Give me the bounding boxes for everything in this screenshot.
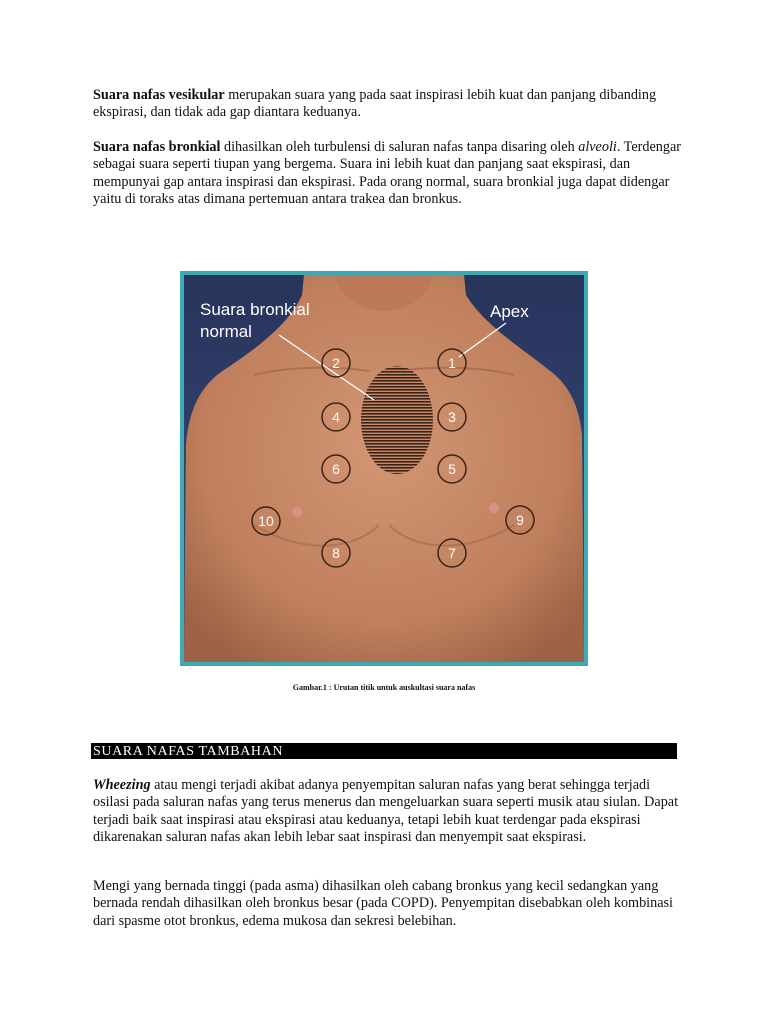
svg-text:1: 1 bbox=[448, 355, 456, 371]
paragraph-bronchial bbox=[93, 139, 683, 209]
paragraph-mengi bbox=[93, 878, 683, 930]
term-alveoli: alveoli bbox=[578, 139, 617, 155]
svg-text:4: 4 bbox=[332, 409, 340, 425]
bronchial-text-a: dihasilkan oleh turbulensi di saluran nafas tanpa disaring oleh bbox=[220, 139, 579, 155]
term-vesicular: Suara nafas vesikular bbox=[93, 87, 225, 103]
svg-text:5: 5 bbox=[448, 461, 456, 477]
vesicular-text: merupakan suara yang pada saat inspirasi lebih kuat dan panjang dibanding ekspirasi, dan tidak ada gap diantara keduanya. bbox=[93, 87, 657, 121]
svg-text:7: 7 bbox=[448, 545, 456, 561]
svg-text:3: 3 bbox=[448, 409, 456, 425]
paragraph-wheezing bbox=[93, 777, 683, 847]
figure-caption: Gambar.1 : Urutan titik untuk auskultasi suara nafas bbox=[292, 683, 476, 692]
svg-text:10: 10 bbox=[258, 513, 274, 529]
bronchial-label-line1: Suara bronkial bbox=[200, 300, 310, 319]
term-bronchial: Suara nafas bronkial bbox=[93, 139, 221, 155]
svg-text:6: 6 bbox=[332, 461, 340, 477]
left-nipple bbox=[292, 507, 302, 517]
svg-text:2: 2 bbox=[332, 355, 340, 371]
wheezing-text: atau mengi terjadi akibat adanya penyempitan saluran nafas yang berat sehingga terjadi osilasi pada saluran nafas yang terus menerus dan mengeluarkan suara seperti musik atau siulan. Dapat terjadi baik saat inspirasi atau ekspirasi atau keduanya, tetapi lebih kuat terdengar pada ekspirasi dikarenakan saluran nafas akan lebih lebar saat inspirasi dan menyempit saat ekspirasi. bbox=[93, 777, 679, 846]
apex-label: Apex bbox=[490, 302, 529, 321]
svg-text:9: 9 bbox=[516, 512, 524, 528]
paragraph-vesicular bbox=[93, 87, 683, 122]
bronchial-label-line2: normal bbox=[200, 322, 252, 341]
section-heading: SUARA NAFAS TAMBAHAN bbox=[91, 743, 677, 759]
mengi-text: Mengi yang bernada tinggi (pada asma) dihasilkan oleh cabang bronkus yang kecil sedangkan yang bernada rendah dihasilkan oleh bronkus besar (pada COPD). Penyempitan disebabkan oleh kombinasi dari spasme otot bronkus, edema mukosa dan sekresi belebihan. bbox=[93, 878, 673, 929]
svg-text:8: 8 bbox=[332, 545, 340, 561]
bronchial-text-b: . Terdengar sebagai suara seperti tiupan yang bergema. Suara ini lebih kuat dan panjang saat ekspirasi, dan mempunyai gap antara inspirasi dan ekspirasi. Pada orang normal, suara bronkial juga dapat didengar yaitu di toraks atas dimana pertemuan antara trakea dan bronkus. bbox=[93, 139, 681, 208]
term-wheezing: Wheezing bbox=[93, 777, 151, 793]
chest-auscultation-figure bbox=[180, 271, 588, 666]
chest-illustration bbox=[184, 275, 584, 662]
bronchial-zone bbox=[361, 366, 433, 474]
right-nipple bbox=[489, 503, 499, 513]
